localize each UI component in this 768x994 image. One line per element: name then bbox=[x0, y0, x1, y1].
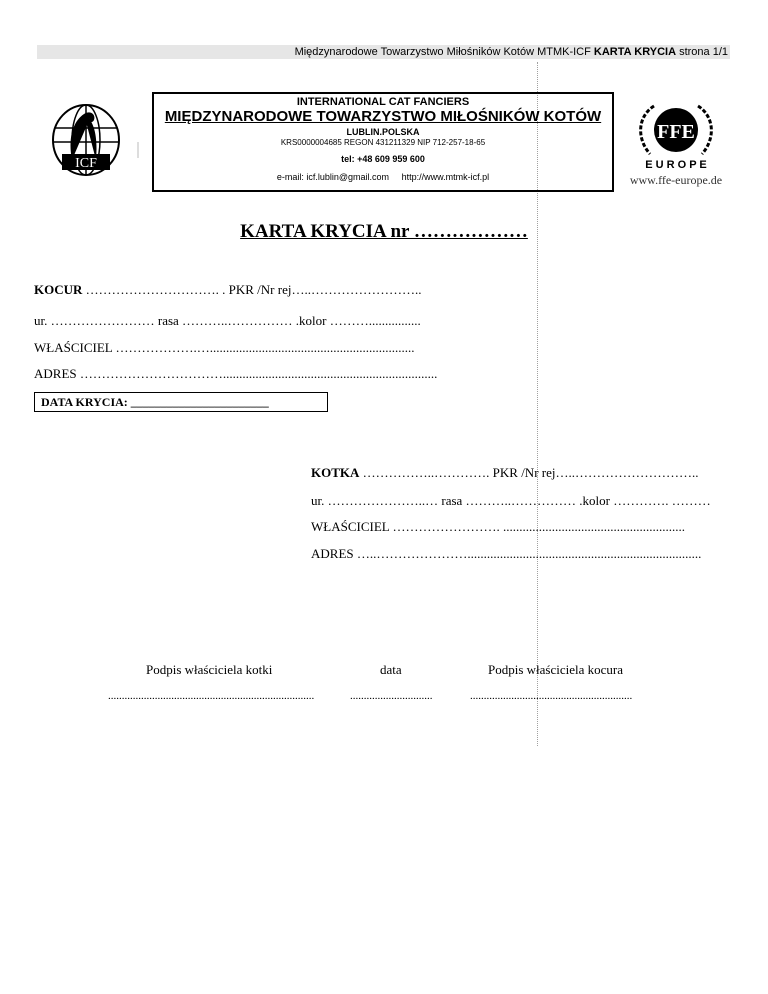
organization-header bbox=[152, 92, 614, 192]
ffe-logo-text: FFE bbox=[657, 121, 695, 143]
org-name-en: INTERNATIONAL CAT FANCIERS bbox=[296, 96, 470, 108]
kocur-line-1-rest: …………………………. . PKR /Nr rej…..…………………….. bbox=[82, 282, 422, 297]
signature-date-label: data bbox=[380, 662, 402, 677]
signature-kocur-label: Podpis właściciela kocura bbox=[488, 662, 624, 677]
icf-logo bbox=[50, 100, 140, 182]
top-bar-prefix: Międzynarodowe Towarzystwo Miłośników Kotów MTMK-ICF bbox=[294, 46, 591, 58]
signature-kocur-line: ........................................................... bbox=[470, 690, 633, 702]
signature-kotka-line: ........................................................................... bbox=[108, 690, 315, 702]
top-bar-text bbox=[295, 46, 728, 58]
kocur-line-3: WŁAŚCICIEL ……………….…............................................................... bbox=[34, 340, 415, 355]
org-email: e-mail: icf.lublin@gmail.com bbox=[276, 172, 390, 182]
kocur-label: KOCUR bbox=[34, 282, 83, 297]
ffe-europe-text: E U R O P E bbox=[645, 159, 707, 171]
icf-globe-icon bbox=[50, 100, 140, 182]
org-phone: tel: +48 609 959 600 bbox=[341, 154, 425, 164]
kotka-line-2: ur. …………………..… rasa ………..…………… .kolor …………. ……… bbox=[311, 493, 711, 508]
org-contact bbox=[154, 172, 612, 182]
kotka-label: KOTKA bbox=[311, 465, 360, 480]
ffe-url-text: www.ffe-europe.de bbox=[629, 173, 723, 187]
icf-logo-text: ICF bbox=[75, 156, 97, 171]
ffe-logo bbox=[624, 96, 728, 188]
kotka-line-3: WŁAŚCICIEL ……………………. ........................................................ bbox=[311, 519, 685, 534]
org-website: http://www.mtmk-icf.pl bbox=[401, 172, 490, 182]
org-name-pl: MIĘDZYNARODOWE TOWARZYSTWO MIŁOŚNIKÓW KOTÓW bbox=[164, 108, 602, 125]
mating-date-box: DATA KRYCIA: _______________________ bbox=[34, 392, 328, 412]
ffe-laurel-icon bbox=[624, 96, 728, 188]
org-city: LUBLIN.POLSKA bbox=[346, 127, 420, 137]
kotka-line-1-rest: ……………..…………. PKR /Nr rej…..……………………….. bbox=[359, 465, 699, 480]
kocur-line-4: ADRES …………………………….................................................................. bbox=[34, 366, 438, 381]
kotka-line-4: ADRES …..…………………........................................................................ bbox=[311, 546, 702, 561]
signature-date-line: .............................. bbox=[350, 690, 433, 702]
kocur-line-2: ur. …………………… rasa ………..…………… .kolor ………................ bbox=[34, 313, 421, 328]
top-bar-suffix: strona 1/1 bbox=[679, 46, 728, 58]
signature-kotka-label: Podpis właściciela kotki bbox=[146, 662, 273, 677]
kotka-line-1 bbox=[311, 465, 699, 481]
org-registry: KRS0000004685 REGON 431211329 NIP 712-257-18-65 bbox=[280, 138, 486, 147]
document-title: KARTA KRYCIA nr ……………… bbox=[240, 221, 528, 242]
kocur-line-1 bbox=[34, 282, 421, 298]
top-bar-bold: KARTA KRYCIA bbox=[593, 46, 677, 58]
